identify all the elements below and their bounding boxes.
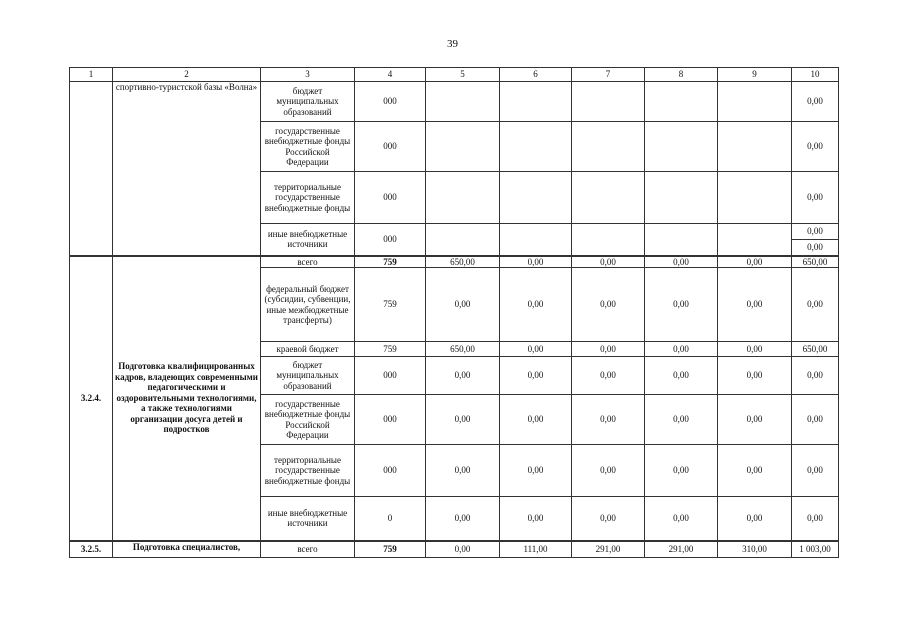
value-cell: 000	[355, 82, 426, 122]
value-cell: 0,00	[500, 268, 572, 342]
source-cell: территориальные государственные внебюджетные фонды	[261, 172, 355, 224]
source-cell: бюджет муниципальных образований	[261, 82, 355, 122]
source-cell: территориальные государственные внебюджетные фонды	[261, 445, 355, 497]
value-cell: 000	[355, 357, 426, 395]
value-cell: 650,00	[426, 342, 500, 357]
source-cell: федеральный бюджет (субсидии, субвенции, иные межбюджетные трансферты)	[261, 268, 355, 342]
value-cell: 0,00	[426, 268, 500, 342]
source-cell: государственные внебюджетные фонды Российской Федерации	[261, 122, 355, 172]
value-cell: 0,00	[572, 268, 645, 342]
value-cell: 0,00	[718, 445, 792, 497]
source-cell: краевой бюджет	[261, 342, 355, 357]
measure-name: Подготовка специалистов,	[113, 541, 261, 558]
value-cell: 0,00	[718, 497, 792, 541]
value-cell: 0,00	[718, 268, 792, 342]
value-cell: 0,00	[645, 256, 718, 268]
value-cell: 0,00	[500, 342, 572, 357]
value-cell: 0,00	[792, 224, 839, 240]
value-cell: 650,00	[426, 256, 500, 268]
value-cell: 0,00	[426, 357, 500, 395]
value-cell: 0,00	[792, 268, 839, 342]
value-cell: 0,00	[500, 497, 572, 541]
value-cell: 0,00	[792, 395, 839, 445]
header-cell: 2	[113, 68, 261, 82]
source-cell: всего	[261, 256, 355, 268]
header-cell: 6	[500, 68, 572, 82]
value-cell: 0,00	[500, 256, 572, 268]
value-cell: 759	[355, 256, 426, 268]
value-cell: 0,00	[645, 342, 718, 357]
value-cell: 759	[355, 342, 426, 357]
table-row	[70, 541, 839, 558]
value-cell: 759	[355, 268, 426, 342]
table-row	[70, 82, 839, 122]
value-cell: 0,00	[792, 240, 839, 256]
value-cell: 0,00	[718, 256, 792, 268]
value-cell: 0,00	[426, 445, 500, 497]
header-cell: 9	[718, 68, 792, 82]
source-cell: иные внебюджетные источники	[261, 497, 355, 541]
value-cell: 0,00	[572, 256, 645, 268]
value-cell: 0,00	[500, 395, 572, 445]
value-cell: 291,00	[645, 541, 718, 558]
value-cell: 291,00	[572, 541, 645, 558]
value-cell: 0,00	[645, 357, 718, 395]
header-row	[70, 68, 839, 82]
value-cell: 0,00	[718, 357, 792, 395]
page-number: 39	[447, 38, 458, 50]
value-cell: 0,00	[645, 268, 718, 342]
header-cell: 3	[261, 68, 355, 82]
value-cell: 0,00	[572, 357, 645, 395]
source-cell: иные внебюджетные источники	[261, 224, 355, 256]
value-cell: 0,00	[426, 541, 500, 558]
value-cell: 0,00	[645, 497, 718, 541]
value-cell: 0,00	[500, 357, 572, 395]
source-cell: бюджет муниципальных образований	[261, 357, 355, 395]
header-cell: 5	[426, 68, 500, 82]
value-cell: 000	[355, 395, 426, 445]
header-cell: 10	[792, 68, 839, 82]
value-cell: 0,00	[572, 497, 645, 541]
value-cell: 0,00	[500, 445, 572, 497]
header-cell: 7	[572, 68, 645, 82]
value-cell: 0,00	[792, 445, 839, 497]
measure-code: 3.2.4.	[70, 256, 113, 541]
value-cell: 0,00	[426, 395, 500, 445]
value-cell: 0,00	[645, 395, 718, 445]
header-cell: 4	[355, 68, 426, 82]
value-cell: 650,00	[792, 256, 839, 268]
measure-code: 3.2.5.	[70, 541, 113, 558]
budget-table	[69, 67, 839, 558]
value-cell: 0,00	[645, 445, 718, 497]
value-cell: 0,00	[572, 342, 645, 357]
value-cell: 310,00	[718, 541, 792, 558]
value-cell: 1 003,00	[792, 541, 839, 558]
code-cell	[70, 82, 113, 256]
source-cell: государственные внебюджетные фонды Российской Федерации	[261, 395, 355, 445]
measure-name: спортивно-туристской базы «Волна»	[113, 82, 261, 256]
header-cell: 1	[70, 68, 113, 82]
value-cell: 000	[355, 172, 426, 224]
value-cell: 0,00	[792, 122, 839, 172]
value-cell: 0	[355, 497, 426, 541]
value-cell: 0,00	[718, 395, 792, 445]
value-cell: 0,00	[792, 172, 839, 224]
value-cell: 0,00	[426, 497, 500, 541]
value-cell: 0,00	[792, 357, 839, 395]
value-cell: 000	[355, 445, 426, 497]
table-row	[70, 256, 839, 268]
value-cell: 000	[355, 122, 426, 172]
value-cell: 111,00	[500, 541, 572, 558]
value-cell: 759	[355, 541, 426, 558]
value-cell: 0,00	[792, 497, 839, 541]
value-cell: 0,00	[572, 445, 645, 497]
measure-name: Подготовка квалифицированных кадров, владеющих современными педагогическими и оздоровительными технологиями, а также технологиями организации досуга детей и подростков	[113, 256, 261, 541]
value-cell: 000	[355, 224, 426, 256]
value-cell: 0,00	[718, 342, 792, 357]
value-cell: 0,00	[572, 395, 645, 445]
value-cell: 650,00	[792, 342, 839, 357]
header-cell: 8	[645, 68, 718, 82]
value-cell: 0,00	[792, 82, 839, 122]
source-cell: всего	[261, 541, 355, 558]
